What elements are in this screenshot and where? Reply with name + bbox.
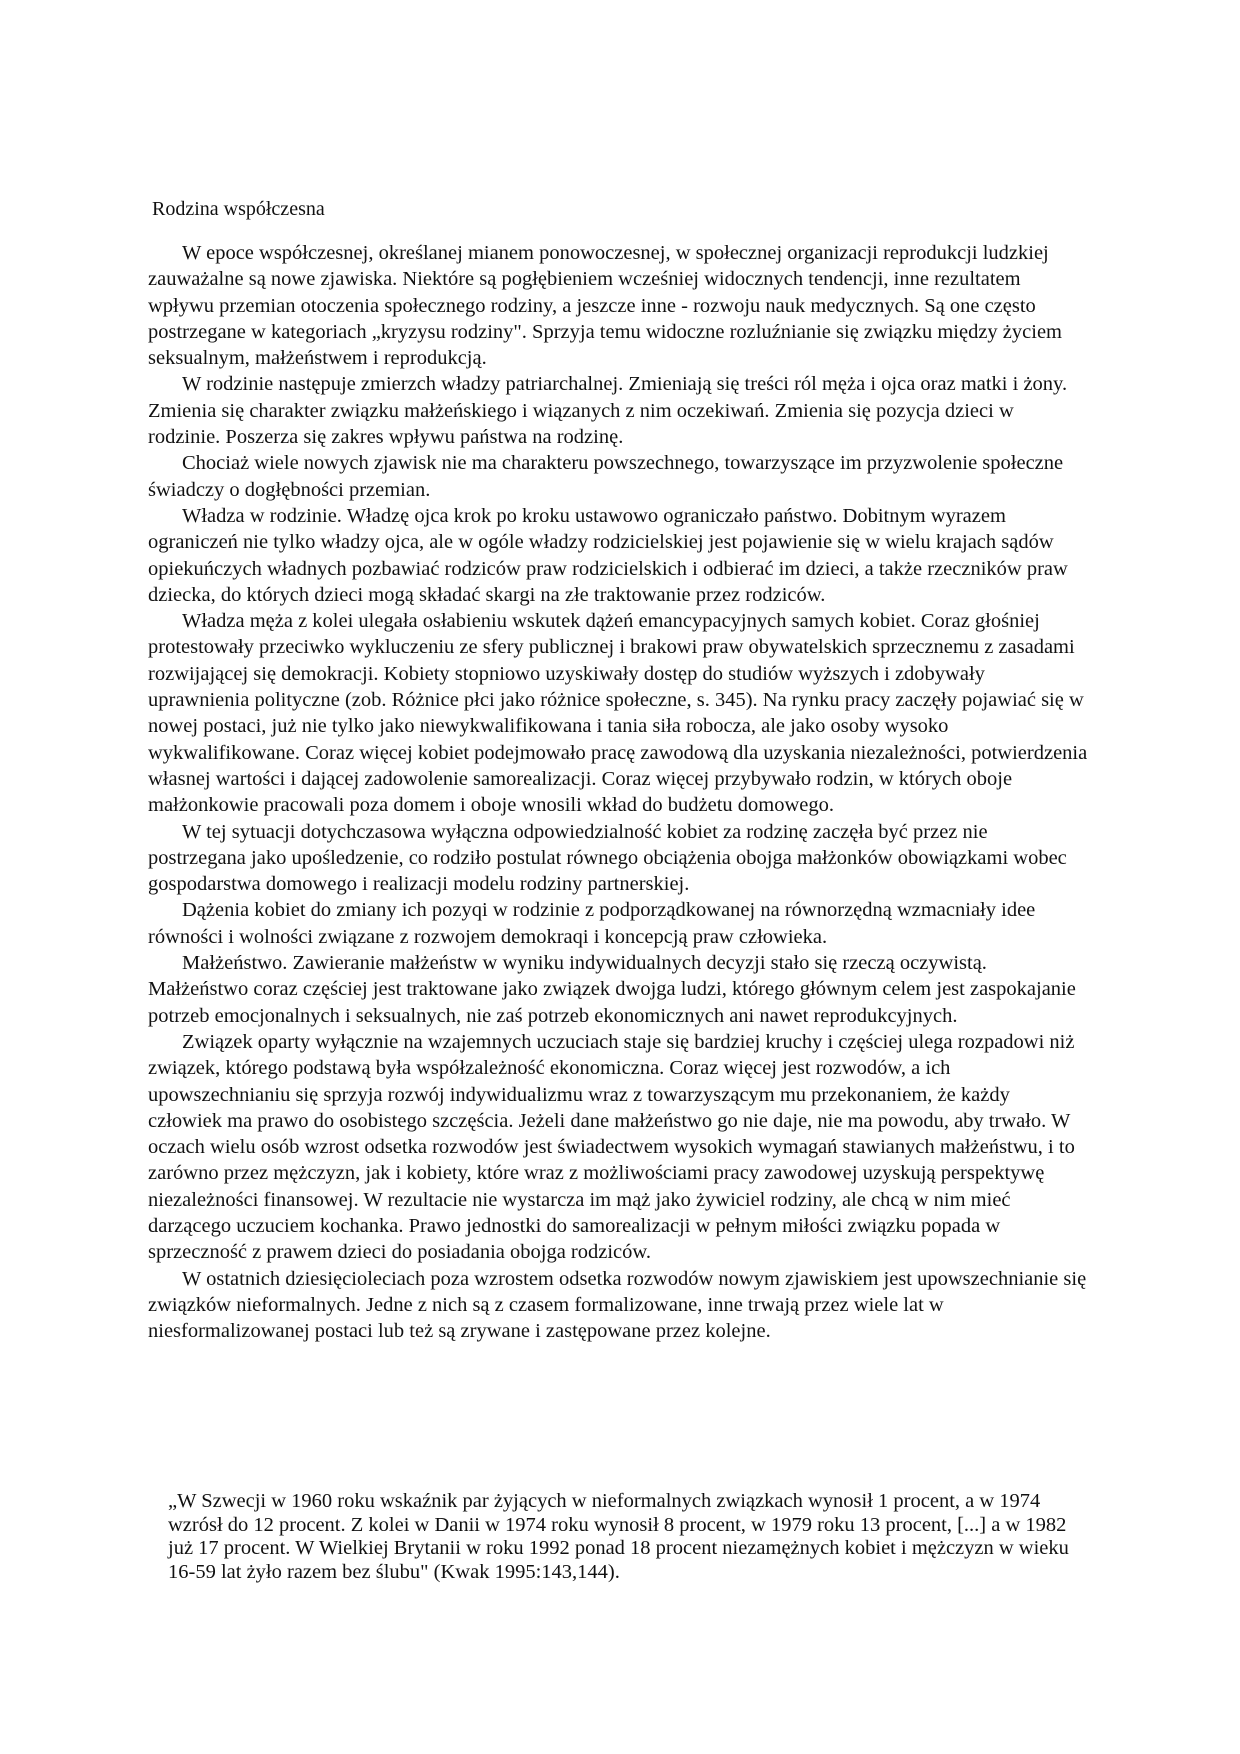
paragraph: Małżeństwo. Zawieranie małżeństw w wyniku indywidualnych decyzji stało się rzeczą oczywistą. Małżeństwo coraz częściej jest traktowane jako związek dwojga ludzi, którego głównym celem jest zaspokajanie potrzeb emocjonalnych i seksualnych, nie zaś potrzeb ekonomicznych ani nawet reprodukcyjnych. [148, 952, 1076, 1027]
paragraph: Dążenia kobiet do zmiany ich pozyqi w rodzinie z podporządkowanej na równorzędną wzmacniały idee równości i wolności związane z rozwojem demokraqi i koncepcją praw człowieka. [148, 899, 1036, 948]
block-quote: „W Szwecji w 1960 roku wskaźnik par żyjących w nieformalnych związkach wynosił 1 procent, a w 1974 wzrósł do 12 procent. Z kolei w Danii w 1974 roku wynosił 8 procent, w 1979 roku 13 procent, [...] a w 1982 już 17 procent. W Wielkiej Brytanii w roku 1992 ponad 18 procent niezamężnych kobiet i mężczyzn w wieku 16-59 lat żyło razem bez ślubu" (Kwak 1995:143,144). [168, 1490, 1069, 1583]
paragraph: Władza w rodzinie. Władzę ojca krok po kroku ustawowo ograniczało państwo. Dobitnym wyrazem ograniczeń nie tylko władzy ojca, ale w ogóle władzy rodzicielskiej jest pojawienie się w wielu krajach sądów opiekuńczych władnych pozbawiać rodziców praw rodzicielskich i odbierać im dzieci, a także rzeczników praw dziecka, do których dzieci mogą składać skargi na złe traktowanie przez rodziców. [148, 504, 1068, 606]
paragraph: W rodzinie następuje zmierzch władzy patriarchalnej. Zmieniają się treści ról męża i ojca oraz matki i żony. Zmienia się charakter związku małżeńskiego i wiązanych z nim oczekiwań. Zmienia się pozycja dzieci w rodzinie. Poszerza się zakres wpływu państwa na rodzinę. [148, 373, 1068, 449]
paragraph: Chociaż wiele nowych zjawisk nie ma charakteru powszechnego, towarzyszące im przyzwolenie społeczne świadczy o dogłębności przemian. [148, 452, 1064, 501]
paragraph: Władza męża z kolei ulegała osłabieniu wskutek dążeń emancypacyjnych samych kobiet. Coraz głośniej protestowały przeciwko wykluczeniu ze sfery publicznej i brakowi praw obywatelskich sprzecznemu z zasadami rozwijającej się demokracji. Kobiety stopniowo uzyskiwały dostęp do studiów wyższych i zdobywały uprawnienia polityczne (zob. Różnice płci jako różnice społeczne, s. 345). Na rynku pracy zaczęły pojawiać się w nowej postaci, już nie tylko jako niewykwalifikowana i tania siła robocza, ale jako osoby wysoko wykwalifikowane. Coraz więcej kobiet podejmowało pracę zawodową dla uzyskania niezależności, potwierdzenia własnej wartości i dającej zadowolenie samorealizacji. Coraz więcej przybywało rodzin, w których oboje małżonkowie pracowali poza domem i oboje wnosili wkład do budżetu domowego. [148, 610, 1088, 817]
paragraph: W epoce współczesnej, określanej mianem ponowoczesnej, w społecznej organizacji reprodukcji ludzkiej zauważalne są nowe zjawiska. Niektóre są pogłębieniem wcześniej widocznych tendencji, inne rezultatem wpływu przemian otoczenia społecznego rodziny, a jeszcze inne - rozwoju nauk medycznych. Są one często postrzegane w kategoriach „kryzysu rodziny". Sprzyja temu widoczne rozluźnianie się związku między życiem seksualnym, małżeństwem i reprodukcją. [148, 242, 1062, 370]
paragraph: Związek oparty wyłącznie na wzajemnych uczuciach staje się bardziej kruchy i częściej ulega rozpadowi niż związek, którego podstawą była współzależność ekonomiczna. Coraz więcej jest rozwodów, a ich upowszechnianiu się sprzyja rozwój indywidualizmu wraz z towarzyszącym mu przekonaniem, że każdy człowiek ma prawo do osobistego szczęścia. Jeżeli dane małżeństwo go nie daje, nie ma powodu, aby trwało. W oczach wielu osób wzrost odsetka rozwodów jest świadectwem wysokich wymagań stawianych małżeństwu, i to zarówno przez mężczyzn, jak i kobiety, które wraz z możliwościami pracy zawodowej uzyskują perspektywę niezależności finansowej. W rezultacie nie wystarcza im mąż jako żywiciel rodziny, ale chcą w nim mieć darzącego uczuciem kochanka. Prawo jednostki do samorealizacji w pełnym miłości związku popada w sprzeczność z prawem dzieci do posiadania obojga rodziców. [148, 1030, 1075, 1264]
document-body [148, 240, 1088, 1344]
paragraph: W ostatnich dziesięcioleciach poza wzrostem odsetka rozwodów nowym zjawiskiem jest upowszechnianie się związków nieformalnych. Jedne z nich są z czasem formalizowane, inne trwają przez wiele lat w niesformalizowanej postaci lub też są zrywane i zastępowane przez kolejne. [148, 1267, 1087, 1343]
paragraph: W tej sytuacji dotychczasowa wyłączna odpowiedzialność kobiet za rodzinę zaczęła być przez nie postrzegana jako upośledzenie, co rodziło postulat równego obciążenia obojga małżonków obowiązkami wobec gospodarstwa domowego i realizacji modelu rodziny partnerskiej. [148, 820, 1067, 896]
document-title: Rodzina współczesna [152, 198, 325, 220]
